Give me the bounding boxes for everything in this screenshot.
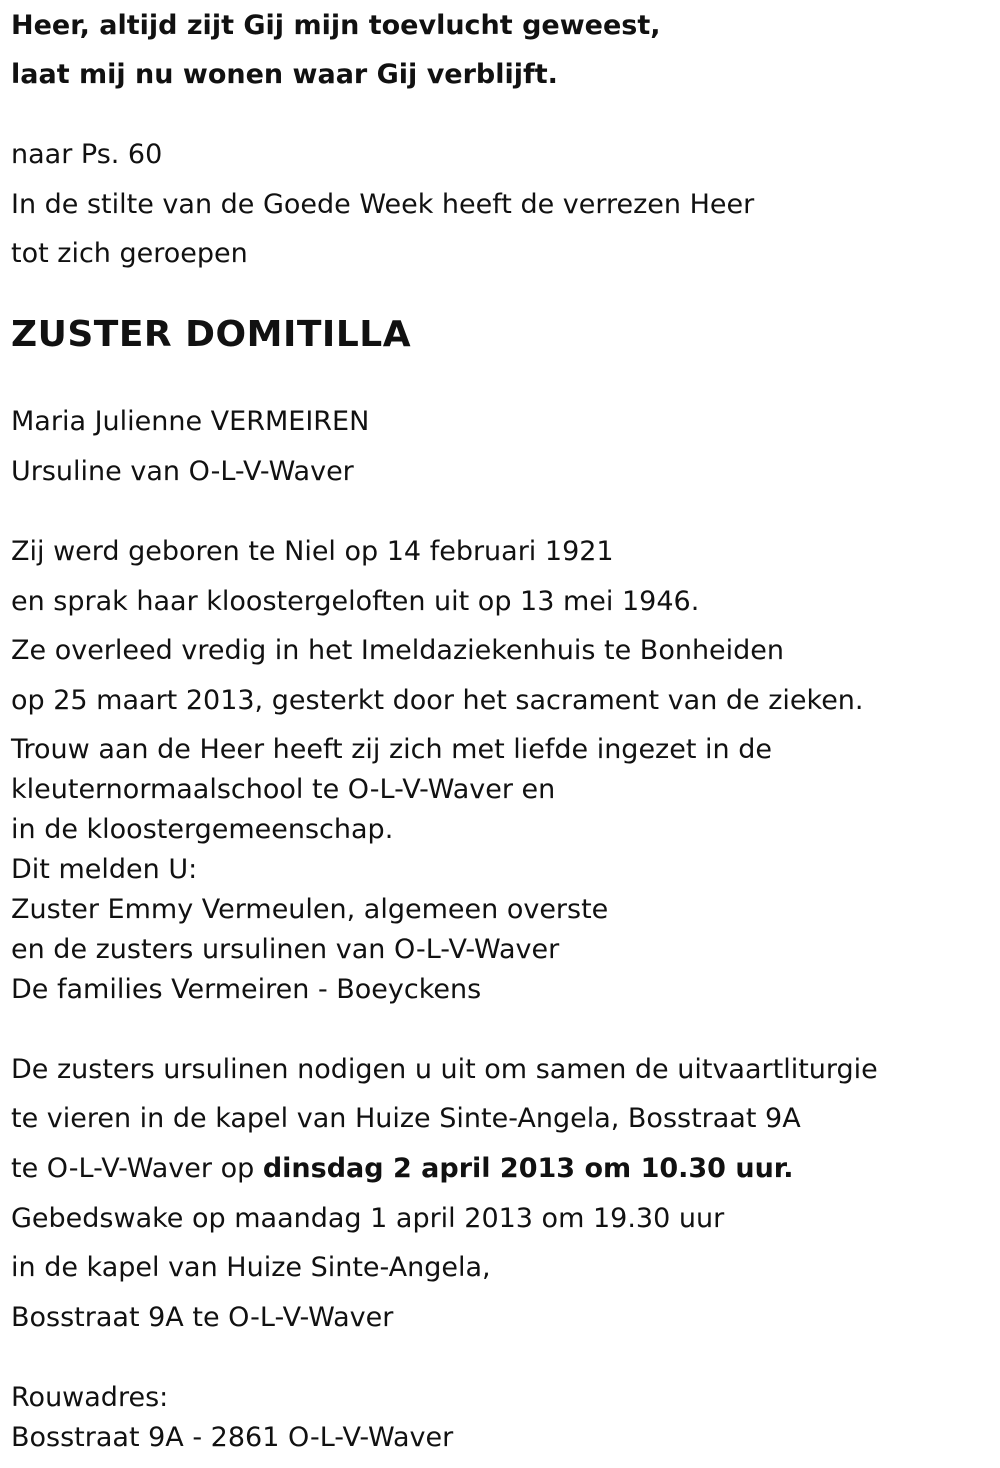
service-line-2: kleuternormaalschool te O-L-V-Waver en bbox=[11, 774, 556, 805]
vows-line: en sprak haar kloostergeloften uit op 13 mei 1946. bbox=[11, 586, 700, 617]
announcer-line-3: De families Vermeiren - Boeyckens bbox=[11, 974, 482, 1005]
announcer-line-2: en de zusters ursulinen van O-L-V-Waver bbox=[11, 934, 560, 965]
service-line-3: in de kloostergemeenschap. bbox=[11, 814, 394, 845]
vigil-line-3: Bosstraat 9A te O-L-V-Waver bbox=[11, 1302, 394, 1333]
verse-line-2: laat mij nu wonen waar Gij verblijft. bbox=[11, 59, 558, 90]
address-label: Rouwadres: bbox=[11, 1382, 169, 1413]
deceased-title: ZUSTER DOMITILLA bbox=[11, 314, 412, 355]
death-line-2: op 25 maart 2013, gesterkt door het sacrament van de zieken. bbox=[11, 685, 864, 716]
birth-line: Zij werd geboren te Niel op 14 februari 1921 bbox=[11, 536, 614, 567]
funeral-line-2: te vieren in de kapel van Huize Sinte-Angela, Bosstraat 9A bbox=[11, 1103, 801, 1134]
funeral-line-1: De zusters ursulinen nodigen u uit om samen de uitvaartliturgie bbox=[11, 1054, 878, 1085]
funeral-date-time: dinsdag 2 april 2013 om 10.30 uur. bbox=[262, 1153, 794, 1184]
verse-line-1: Heer, altijd zijt Gij mijn toevlucht geweest, bbox=[11, 10, 661, 41]
vigil-line-1: Gebedswake op maandag 1 april 2013 om 19.30 uur bbox=[11, 1203, 725, 1234]
address-value: Bosstraat 9A - 2861 O-L-V-Waver bbox=[11, 1422, 454, 1453]
civil-name: Maria Julienne VERMEIREN bbox=[11, 406, 370, 437]
funeral-line-3 bbox=[11, 1152, 794, 1186]
intro-line-1: In de stilte van de Goede Week heeft de verrezen Heer bbox=[11, 189, 755, 220]
vigil-line-2: in de kapel van Huize Sinte-Angela, bbox=[11, 1252, 491, 1283]
announcers-heading: Dit melden U: bbox=[11, 854, 198, 885]
death-line-1: Ze overleed vredig in het Imeldaziekenhuis te Bonheiden bbox=[11, 635, 785, 666]
verse-reference: naar Ps. 60 bbox=[11, 139, 163, 170]
intro-line-2: tot zich geroepen bbox=[11, 238, 248, 269]
service-line-1: Trouw aan de Heer heeft zij zich met liefde ingezet in de bbox=[11, 734, 772, 765]
announcer-line-1: Zuster Emmy Vermeulen, algemeen overste bbox=[11, 894, 609, 925]
funeral-line-3-prefix: te O-L-V-Waver op bbox=[11, 1153, 263, 1184]
religious-order: Ursuline van O-L-V-Waver bbox=[11, 456, 354, 487]
